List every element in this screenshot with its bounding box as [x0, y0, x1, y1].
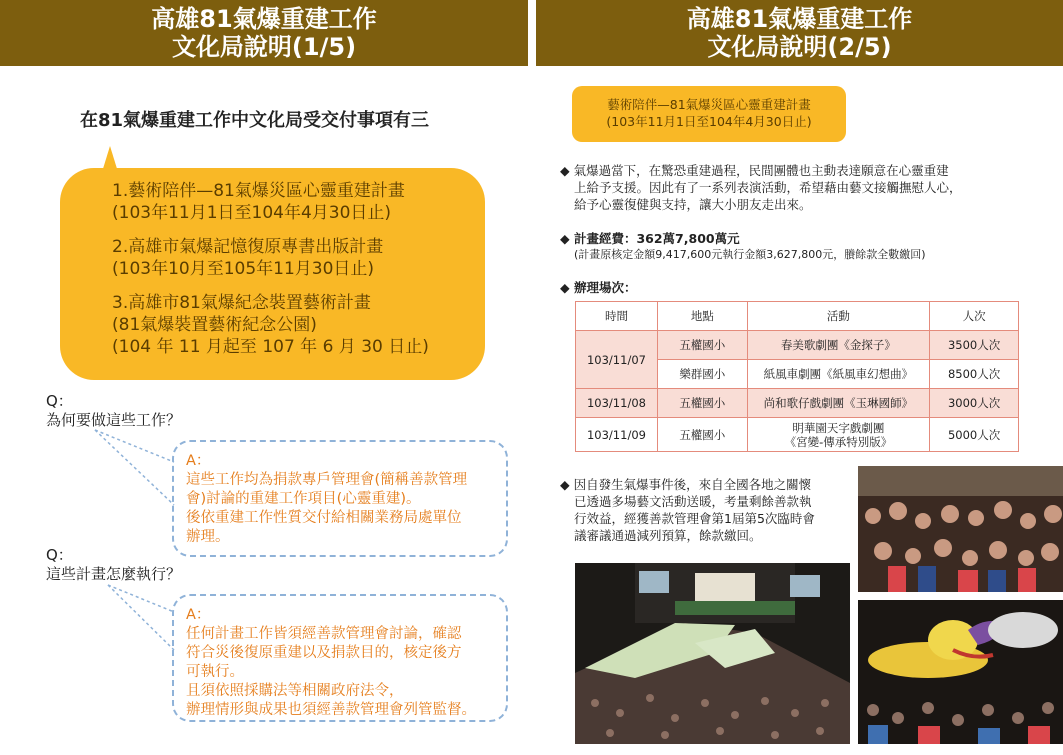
task-item-3 [112, 292, 485, 358]
bullet-background [560, 162, 962, 213]
answer-2-line: 任何計畫工作皆須經善款管理會討論，確認 [186, 626, 462, 642]
cell-count: 3500人次 [930, 331, 1019, 360]
cell-activity-line: 《宮變-傳承特別版》 [784, 434, 893, 449]
col-header-date: 時間 [576, 302, 658, 331]
bullet-line: ◆ 因自發生氣爆事件後，來自全國各地之關懷 [560, 477, 812, 492]
task-item-1 [112, 180, 485, 224]
table-header-row [576, 302, 1019, 331]
cell-place: 五權國小 [657, 389, 747, 418]
task-3-title: 3.高雄市81氣爆紀念裝置藝術計畫 [112, 293, 371, 313]
cell-count: 8500人次 [930, 360, 1019, 389]
right-header-line2: 文化局說明(2/5) [707, 33, 892, 61]
task-3-period: (104 年 11 月起至 107 年 6 月 30 日止) [112, 337, 429, 357]
question-2 [46, 546, 181, 584]
bullet-venues: ◆ 辦理場次： [560, 280, 637, 295]
bullet-line: 已透過多場藝文活動送暖，考量剩餘善款執 [574, 494, 812, 509]
bullet-budget [560, 230, 926, 262]
col-header-place: 地點 [657, 302, 747, 331]
task-2-title: 2.高雄市氣爆記憶復原專書出版計畫 [112, 237, 384, 257]
stage-photo [575, 563, 850, 744]
question-2-label: Q： [46, 546, 73, 564]
tasks-bubble [60, 168, 485, 380]
dragon-photo [858, 600, 1063, 744]
answer-2-line: 符合災後復原重建以及捐款目的，核定後方 [186, 645, 462, 661]
left-header [0, 0, 528, 66]
answer-2-line: 且須依照採購法等相關政府法令， [186, 683, 404, 699]
cell-date: 103/11/08 [576, 389, 658, 418]
bullet-line: 議審議通過減列預算，餘款繳回。 [574, 528, 762, 543]
task-1-period: (103年11月1日至104年4月30日止) [112, 203, 392, 223]
answer-2-box [172, 594, 508, 722]
question-1-text: 為何要做這些工作？ [46, 411, 182, 429]
answer-2-line: 辦理情形與成果也須經善款管理會列管監督。 [186, 702, 476, 718]
bullet-line: ◆ 氣爆過當下，在驚恐重建過程，民間團體也主動表達願意在心靈重建 [560, 163, 949, 178]
cell-place: 五權國小 [657, 418, 747, 452]
left-header-line1: 高雄81氣爆重建工作 [151, 5, 377, 33]
bullet-line: 行效益，經獲善款管理會第1屆第5次臨時會 [574, 511, 815, 526]
program-title: 藝術陪伴—81氣爆災區心靈重建計畫 [607, 97, 811, 112]
cell-count: 5000人次 [930, 418, 1019, 452]
right-header-line1: 高雄81氣爆重建工作 [686, 5, 913, 33]
task-2-period: (103年10月至105年11月30日止) [112, 259, 375, 279]
task-3-subtitle: (81氣爆裝置藝術紀念公園) [112, 315, 317, 335]
answer-1-line: 後依重建工作性質交付給相關業務局處單位 [186, 510, 462, 526]
left-header-line2: 文化局說明(1/5) [171, 33, 357, 61]
question-1-label: Q： [46, 392, 73, 410]
program-period: (103年11月1日至104年4月30日止) [606, 114, 812, 129]
question-2-text: 這些計畫怎麼執行？ [46, 565, 182, 583]
answer-1-line: 辦理。 [186, 529, 230, 545]
col-header-activity: 活動 [747, 302, 929, 331]
cell-place: 樂群國小 [657, 360, 747, 389]
cell-activity: 紙風車劇團《紙風車幻想曲》 [747, 360, 929, 389]
cell-activity: 春美歌劇團《金探子》 [747, 331, 929, 360]
cell-activity [747, 418, 929, 452]
answer-1-line: 這些工作均為捐款專戶管理會(簡稱善款管理 [186, 472, 468, 488]
venue-table [575, 301, 1019, 452]
right-header [536, 0, 1063, 66]
answer-1-label: A： [186, 453, 211, 469]
crowd-photo [858, 466, 1063, 592]
budget-detail: (計畫原核定金額9,417,600元執行金額3,627,800元，賸餘款全數繳回) [574, 248, 926, 261]
bullet-line: 給予心靈復健與支持，讓大小朋友走出來。 [574, 197, 812, 212]
answer-2-label: A： [186, 607, 211, 623]
cell-date: 103/11/09 [576, 418, 658, 452]
cell-activity: 尚和歌仔戲劇團《玉琳國師》 [747, 389, 929, 418]
question-1 [46, 392, 181, 430]
task-1-title: 1.藝術陪伴—81氣爆災區心靈重建計畫 [112, 181, 405, 201]
answer-1-line: 會)討論的重建工作項目(心靈重建)。 [186, 491, 421, 507]
cell-place: 五權國小 [657, 331, 747, 360]
bullet-conclusion [560, 476, 815, 544]
budget-heading: ◆ 計畫經費：362萬7,800萬元 [560, 231, 740, 246]
table-row [576, 389, 1019, 418]
cell-count: 3000人次 [930, 389, 1019, 418]
cell-activity-line: 明華園天字戲劇團 [792, 420, 885, 435]
program-title-box [572, 86, 846, 142]
answer-2-line: 可執行。 [186, 664, 244, 680]
answer-1-box [172, 440, 508, 557]
intro-text: 在81氣爆重建工作中文化局受交付事項有三 [80, 110, 430, 131]
col-header-count: 人次 [930, 302, 1019, 331]
task-item-2 [112, 236, 485, 280]
bullet-line: 上給予支援。因此有了一系列表演活動，希望藉由藝文接觸撫慰人心， [574, 180, 962, 195]
table-row [576, 331, 1019, 360]
cell-date: 103/11/07 [576, 331, 658, 389]
table-row [576, 418, 1019, 452]
